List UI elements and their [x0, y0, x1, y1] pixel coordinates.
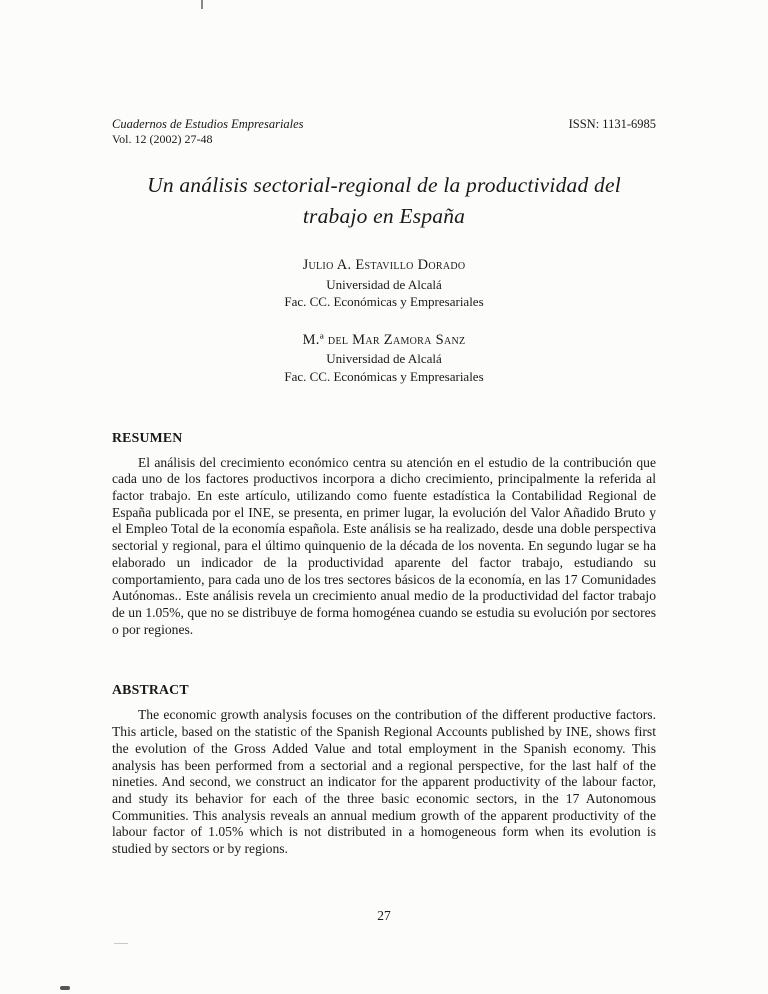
journal-info: [112, 116, 304, 148]
author-name: Julio A. Estavillo Dorado: [302, 257, 466, 274]
scan-artifact-bottom: [114, 943, 128, 945]
section-paragraph: The economic growth analysis focuses on the contribution of the different productive factors. This article, based on the statistic of the Spanish Regional Accounts published by INE, shows first the evolution of the Gross Added Value and total employment in the Spanish economy. This analysis has been performed from a sectorial and a regional perspective, for the last half of the nineties. And second, we construct an indicator for the apparent productivity of the labour factor, and study its behavior for each of the three basic economic sectors, in the 17 Autonomous Communities. This analysis reveals an annual medium growth of the apparent productivity of the labour factor of 1.05% which is not distributed in a homogeneous form when its evolution is studied by sectors or by regions.: [112, 707, 656, 857]
page-number: 27: [377, 908, 391, 923]
author-affiliation: Fac. CC. Económicas y Empresariales: [284, 368, 484, 384]
authors-block: [112, 256, 656, 385]
author-affiliation: Universidad de Alcalá: [326, 351, 442, 367]
journal-volume: Vol. 12 (2002) 27-48: [112, 132, 213, 147]
author-affiliation: Universidad de Alcalá: [326, 276, 442, 292]
journal-title: Cuadernos de Estudios Empresariales: [112, 117, 304, 131]
article-title: Un análisis sectorial-regional de la productividad del trabajo en España: [147, 172, 621, 229]
scan-artifact-top: [201, 0, 203, 9]
section-abstract: [112, 682, 656, 857]
section-resumen: [112, 430, 656, 639]
author-name: M.ª del Mar Zamora Sanz: [302, 331, 466, 348]
author-affiliation: Fac. CC. Económicas y Empresariales: [284, 294, 484, 310]
scan-artifact-corner: [60, 986, 70, 990]
page-header: [112, 116, 656, 148]
author-entry: [112, 256, 656, 311]
section-heading: ABSTRACT: [112, 682, 189, 698]
issn-label: ISSN: 1131-6985: [568, 117, 656, 131]
section-heading: RESUMEN: [112, 429, 183, 445]
author-entry: [112, 331, 656, 386]
section-paragraph: El análisis del crecimiento económico centra su atención en el estudio de la contribución que cada uno de los factores productivos incorpora a dicho crecimiento, principalmente la referida al factor trabajo. En este artículo, utilizando como fuente estadística la Contabilidad Regional de España publicada por el INE, se presenta, en primer lugar, la evolución del Valor Añadido Bruto y el Empleo Total de la economía española. Este análisis se ha realizado, desde una doble perspectiva sectorial y regional, para el último quinquenio de la década de los noventa. En segundo lugar se ha elaborado un indicador de la productividad aparente del factor trabajo, estudiando su comportamiento, para cada uno de los tres sectores básicos de la economía, en las 17 Comunidades Autónomas.. Este análisis revela un crecimiento anual medio de la productividad del factor trabajo de un 1.05%, que no se distribuye de forma homogénea cuando se estudia su evolución por sectores o por regiones.: [112, 454, 656, 637]
